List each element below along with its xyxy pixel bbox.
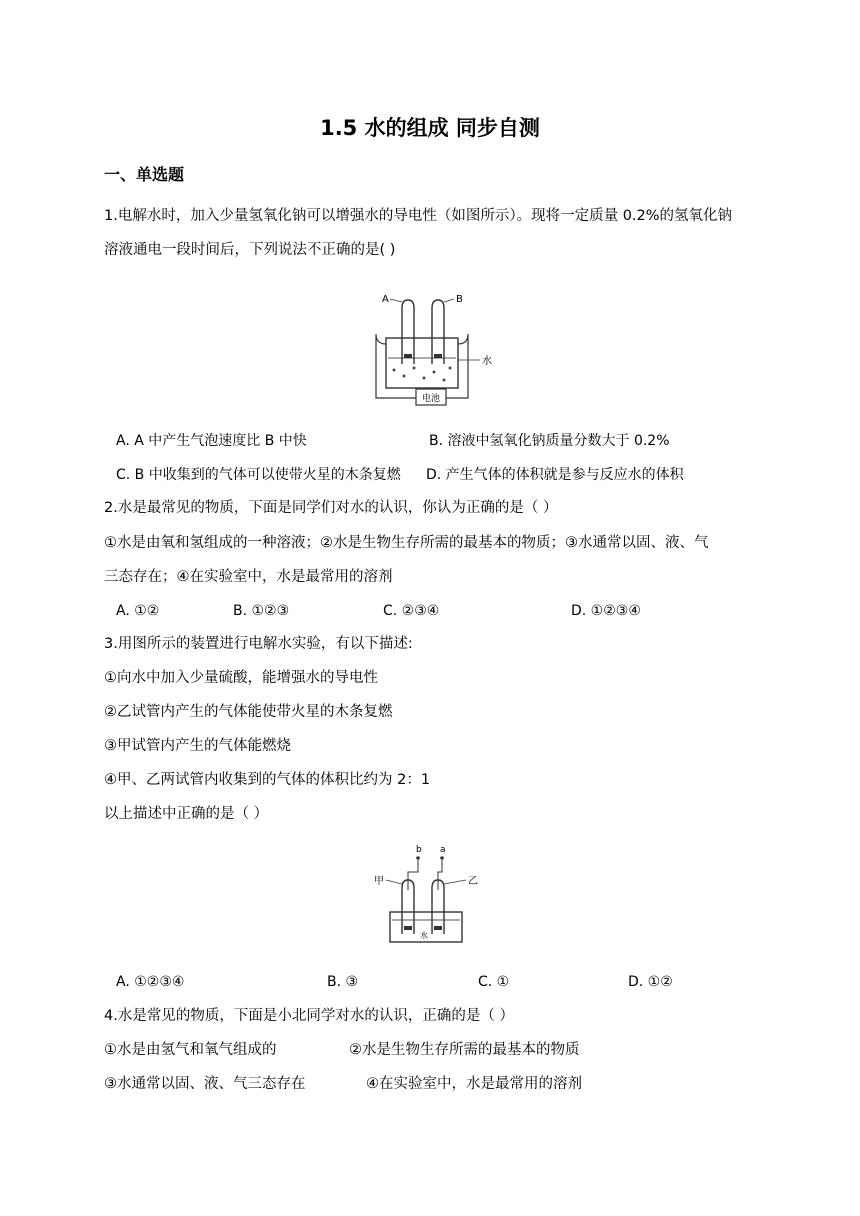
q3-option-c[interactable]: C. ① bbox=[478, 974, 510, 990]
q1-water bbox=[388, 358, 456, 381]
q1-label-water: 水 bbox=[482, 356, 492, 367]
q1-electrode-a bbox=[404, 354, 412, 358]
q4-item-2: ②水是生物生存所需的最基本的物质 bbox=[349, 1042, 580, 1058]
q2-option-d[interactable]: D. ①②③④ bbox=[571, 603, 641, 619]
q2-stem-line-2: ①水是由氧和氢组成的一种溶液；②水是生物生存所需的最基本的物质；③水通常以固、液、气 bbox=[104, 535, 709, 551]
q3-item-2: ②乙试管内产生的气体能使带火星的木条复燃 bbox=[104, 704, 393, 720]
q4-item-4: ④在实验室中，水是最常用的溶剂 bbox=[366, 1076, 582, 1092]
q3-label-water: 水 bbox=[420, 931, 428, 940]
q1-battery-label: 电池 bbox=[421, 394, 441, 404]
q3-stem: 3.用图所示的装置进行电解水实验，有以下描述: bbox=[104, 636, 413, 652]
q4-item-3: ③水通常以固、液、气三态存在 bbox=[104, 1076, 306, 1092]
q1-stem-line-1: 1.电解水时，加入少量氢氧化钠可以增强水的导电性（如图所示）。现将一定质量 0.2%的氢氧化钠 bbox=[104, 208, 733, 224]
q2-option-b[interactable]: B. ①②③ bbox=[233, 603, 290, 619]
q1-stem-line-2: 溶液通电一段时间后，下列说法不正确的是( ) bbox=[104, 242, 396, 258]
q3-label-yi-pointer bbox=[444, 880, 466, 884]
q3-electrode-jia bbox=[404, 926, 412, 930]
q1-label-a: A bbox=[382, 294, 389, 305]
q3-option-b[interactable]: B. ③ bbox=[327, 974, 359, 990]
q1-label-b-pointer bbox=[444, 299, 454, 302]
q1-label-a-pointer bbox=[390, 299, 402, 302]
q2-stem-line-3: 三态存在；④在实验室中，水是最常用的溶剂 bbox=[104, 569, 393, 585]
q1-option-b[interactable]: B. 溶液中氢氧化钠质量分数大于 0.2% bbox=[429, 433, 670, 449]
q3-label-jia: 甲 bbox=[374, 876, 384, 887]
q3-option-a[interactable]: A. ①②③④ bbox=[116, 974, 185, 990]
page-title: 1.5 水的组成 同步自测 bbox=[320, 116, 540, 140]
q4-stem: 4.水是常见的物质，下面是小北同学对水的认识，正确的是（ ） bbox=[104, 1008, 514, 1024]
q3-item-3: ③甲试管内产生的气体能燃烧 bbox=[104, 738, 291, 754]
q2-option-c[interactable]: C. ②③④ bbox=[383, 603, 440, 619]
q3-terminal-a bbox=[440, 856, 444, 860]
q4-item-1: ①水是由氢气和氧气组成的 bbox=[104, 1042, 277, 1058]
q1-option-d[interactable]: D. 产生气体的体积就是参与反应水的体积 bbox=[426, 467, 684, 483]
q1-label-b: B bbox=[456, 294, 463, 305]
q3-item-4: ④甲、乙两试管内收集到的气体的体积比约为 2：1 bbox=[104, 772, 431, 788]
q3-item-1: ①向水中加入少量硫酸，能增强水的导电性 bbox=[104, 670, 378, 686]
q3-label-yi: 乙 bbox=[468, 876, 478, 887]
q3-terminal-b bbox=[416, 856, 420, 860]
q3-label-a: a bbox=[440, 845, 446, 855]
q2-option-a[interactable]: A. ①② bbox=[116, 603, 160, 619]
q1-option-c[interactable]: C. B 中收集到的气体可以使带火星的木条复燃 bbox=[116, 467, 401, 483]
q3-label-b: b bbox=[416, 845, 422, 855]
q2-stem-line-1: 2.水是最常见的物质，下面是同学们对水的认识，你认为正确的是（ ） bbox=[104, 500, 558, 516]
q3-option-d[interactable]: D. ①② bbox=[628, 974, 673, 990]
section-heading: 一、单选题 bbox=[104, 165, 185, 184]
q1-option-a[interactable]: A. A 中产生气泡速度比 B 中快 bbox=[116, 433, 307, 449]
q1-electrolysis-diagram bbox=[372, 288, 498, 408]
q1-beaker bbox=[386, 338, 458, 388]
q3-electrolysis-diagram bbox=[370, 842, 490, 946]
q3-electrode-yi bbox=[434, 926, 442, 930]
q3-wire-b bbox=[408, 860, 418, 890]
q1-electrode-b bbox=[434, 354, 442, 358]
q3-label-jia-pointer bbox=[386, 880, 402, 884]
q3-wire-a bbox=[438, 860, 442, 890]
q3-ask: 以上描述中正确的是（ ） bbox=[104, 806, 269, 822]
